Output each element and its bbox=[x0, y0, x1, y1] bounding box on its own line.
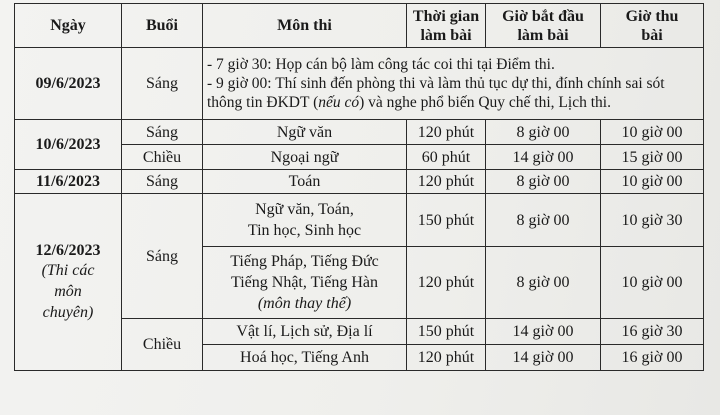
subject-cell bbox=[203, 194, 407, 247]
header-end-line2: bài bbox=[641, 26, 663, 44]
header-row bbox=[15, 4, 704, 48]
start-cell: 8 giờ 00 bbox=[486, 194, 601, 247]
date-note-line2: môn bbox=[54, 283, 82, 300]
date-text: 12/6/2023 bbox=[35, 242, 101, 259]
header-date bbox=[15, 4, 122, 48]
header-date-text: Ngày bbox=[50, 17, 86, 34]
subject-line3: (môn thay thế) bbox=[257, 295, 352, 312]
subject-line2: Tiếng Nhật, Tiếng Hàn bbox=[231, 274, 378, 291]
duration-cell: 120 phút bbox=[407, 247, 486, 319]
start-cell: 14 giờ 00 bbox=[486, 345, 601, 371]
start-cell: 8 giờ 00 bbox=[486, 120, 601, 145]
subject-line1: Tiếng Pháp, Tiếng Đức bbox=[230, 253, 379, 270]
note2-text-b: ) và nghe phổ biến Quy chế thi, Lịch thi. bbox=[359, 94, 611, 111]
note-line-1: - 7 giờ 30: Họp cán bộ làm công tác coi thi tại Điểm thi. bbox=[207, 56, 555, 73]
session-cell: Chiều bbox=[122, 319, 203, 371]
date-cell-12-6 bbox=[15, 194, 122, 371]
start-cell: 8 giờ 00 bbox=[486, 170, 601, 194]
session-cell: Chiều bbox=[122, 145, 203, 170]
header-end bbox=[601, 4, 704, 48]
start-cell: 14 giờ 00 bbox=[486, 145, 601, 170]
start-cell: 14 giờ 00 bbox=[486, 319, 601, 345]
duration-cell: 150 phút bbox=[407, 319, 486, 345]
end-cell: 16 giờ 30 bbox=[601, 319, 704, 345]
subject-cell bbox=[203, 247, 407, 319]
end-cell: 10 giờ 30 bbox=[601, 194, 704, 247]
row-12-6-morning-1 bbox=[15, 194, 704, 247]
duration-cell: 60 phút bbox=[407, 145, 486, 170]
duration-cell: 120 phút bbox=[407, 170, 486, 194]
session-cell: Sáng bbox=[122, 170, 203, 194]
date-cell: 10/6/2023 bbox=[15, 120, 122, 170]
end-cell: 16 giờ 00 bbox=[601, 345, 704, 371]
session-cell: Sáng bbox=[122, 194, 203, 319]
header-start-line2: làm bài bbox=[517, 26, 569, 44]
header-session-text: Buổi bbox=[145, 17, 178, 34]
subject-cell: Ngoại ngữ bbox=[203, 145, 407, 170]
start-cell: 8 giờ 00 bbox=[486, 247, 601, 319]
end-cell: 10 giờ 00 bbox=[601, 247, 704, 319]
row-11-6 bbox=[15, 170, 704, 194]
subject-cell: Toán bbox=[203, 170, 407, 194]
subject-cell: Hoá học, Tiếng Anh bbox=[203, 345, 407, 371]
date-note-line3: chuyên) bbox=[42, 304, 94, 321]
header-subject-text: Môn thi bbox=[277, 17, 332, 34]
header-end-line1: Giờ thu bbox=[625, 7, 679, 25]
row-09-6 bbox=[15, 48, 704, 120]
note-line-2 bbox=[207, 74, 699, 112]
duration-cell: 120 phút bbox=[407, 345, 486, 371]
row-10-6-morning bbox=[15, 120, 704, 145]
note2-italic: nếu có bbox=[318, 94, 360, 111]
exam-schedule-table bbox=[14, 3, 704, 371]
date-cell: 09/6/2023 bbox=[15, 48, 122, 120]
session-cell: Sáng bbox=[122, 120, 203, 145]
header-subject bbox=[203, 4, 407, 48]
end-cell: 10 giờ 00 bbox=[601, 170, 704, 194]
header-duration-line1: Thời gian bbox=[412, 7, 480, 25]
notes-cell bbox=[203, 48, 704, 120]
subject-line2: Tin học, Sinh học bbox=[247, 222, 362, 239]
session-cell: Sáng bbox=[122, 48, 203, 120]
header-duration-line2: làm bài bbox=[420, 26, 472, 44]
date-note-line1: (Thi các bbox=[41, 262, 95, 279]
end-cell: 10 giờ 00 bbox=[601, 120, 704, 145]
date-cell: 11/6/2023 bbox=[15, 170, 122, 194]
end-cell: 15 giờ 00 bbox=[601, 145, 704, 170]
header-duration bbox=[407, 4, 486, 48]
duration-cell: 150 phút bbox=[407, 194, 486, 247]
header-session bbox=[122, 4, 203, 48]
subject-cell: Ngữ văn bbox=[203, 120, 407, 145]
subject-cell: Vật lí, Lịch sử, Địa lí bbox=[203, 319, 407, 345]
subject-line1: Ngữ văn, Toán, bbox=[255, 201, 354, 218]
duration-cell: 120 phút bbox=[407, 120, 486, 145]
header-start-line1: Giờ bắt đầu bbox=[502, 7, 584, 25]
note2-text-a: - 9 giờ 00: Thí sinh đến phòng thi và làm thủ tục dự thi, đính chính sai sót thông tin ĐKDT ( bbox=[207, 75, 665, 111]
header-start bbox=[486, 4, 601, 48]
